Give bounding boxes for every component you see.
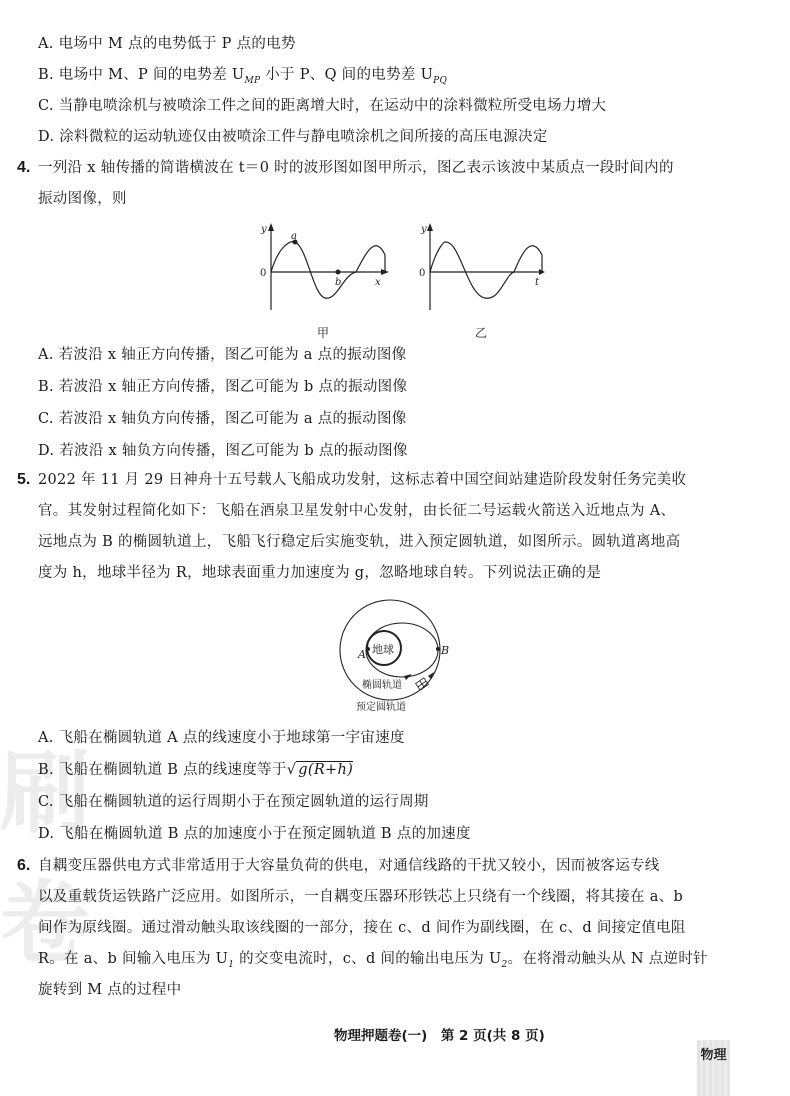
q4-option-b[interactable]: B. 若波沿 x 轴正方向传播，图乙可能为 b 点的振动图像 <box>38 379 408 395</box>
sub: PQ <box>433 75 448 86</box>
point-label: a <box>291 231 297 242</box>
axis-label: y <box>421 224 427 235</box>
question-number: 4. <box>17 159 31 176</box>
sub: MP <box>244 75 261 86</box>
formula: g(R+h) <box>298 762 354 778</box>
figure-caption: 甲 <box>317 326 330 340</box>
sqrt-icon: √ <box>286 762 297 778</box>
q6-stem <box>38 949 708 975</box>
q6-stem: 自耦变压器供电方式非常适用于大容量负荷的供电，对通信线路的干扰又较小，因而被客运专线 <box>38 858 660 874</box>
q5-stem: 官。其发射过程简化如下：飞船在酒泉卫星发射中心发射，由长征二号运载火箭送入近地点为 A、 <box>38 503 676 519</box>
ellipse-orbit-label: 椭圆轨道 <box>362 680 402 691</box>
text: 。在将滑动触头从 N 点逆时针 <box>507 951 708 967</box>
question-number: 5. <box>17 471 31 488</box>
q4-stem: 振动图像，则 <box>38 191 127 207</box>
subject-tab <box>697 1040 730 1096</box>
q3-option-b[interactable] <box>38 65 447 91</box>
q3-option-c[interactable]: C. 当静电喷涂机与被喷涂工件之间的距离增大时，在运动中的涂料微粒所受电场力增大 <box>38 98 607 114</box>
q5-stem: 远地点为 B 的椭圆轨道上，飞船飞行稳定后实施变轨，进入预定圆轨道，如图所示。圆轨道离地高 <box>38 534 681 550</box>
axis-label: t <box>535 277 540 288</box>
page-footer: 物理押题卷(一) 第 2 页(共 8 页) <box>334 1028 545 1044</box>
subject-tab-label: 物理 <box>700 1048 727 1063</box>
text: 小于 P、Q 间的电势差 U <box>260 67 434 83</box>
question-number: 6. <box>17 857 31 874</box>
q3-option-d[interactable]: D. 涂料微粒的运动轨迹仅由被喷涂工件与静电喷涂机之间所接的高压电源决定 <box>38 129 548 145</box>
axis-label: x <box>375 277 381 288</box>
figure-caption: 乙 <box>475 326 488 340</box>
text: B. 电场中 M、P 间的电势差 U <box>38 67 245 83</box>
earth-label: 地球 <box>372 643 394 656</box>
q4-stem: 一列沿 x 轴传播的简谐横波在 t＝0 时的波形图如图甲所示，图乙表示该波中某质点一段时间内的 <box>38 160 674 176</box>
q5-option-b[interactable] <box>38 760 353 780</box>
origin-label: 0 <box>260 268 267 279</box>
circular-orbit-label: 预定圆轨道 <box>356 702 406 713</box>
sub: 2 <box>501 959 508 970</box>
orbit-figure <box>330 598 480 716</box>
q6-stem: 间作为原线圈。通过滑动触头取该线圈的一部分，接在 c、d 间作为副线圈，在 c、d 间接定值电阻 <box>38 920 686 936</box>
q4-option-c[interactable]: C. 若波沿 x 轴负方向传播，图乙可能为 a 点的振动图像 <box>38 411 407 427</box>
q5-option-d[interactable]: D. 飞船在椭圆轨道 B 点的加速度小于在预定圆轨道 B 点的加速度 <box>38 826 471 842</box>
q5-stem: 度为 h，地球半径为 R，地球表面重力加速度为 g，忽略地球自转。下列说法正确的是 <box>38 565 602 581</box>
q3-option-a[interactable]: A. 电场中 M 点的电势低于 P 点的电势 <box>38 36 296 52</box>
q5-option-c[interactable]: C. 飞船在椭圆轨道的运行周期小于在预定圆轨道的运行周期 <box>38 794 429 810</box>
origin-label: 0 <box>419 268 426 279</box>
text: 的交变电流时，c、d 间的输出电压为 U <box>234 951 502 967</box>
point-label: B <box>441 644 450 657</box>
axis-label: y <box>261 224 267 235</box>
point-label: b <box>335 277 342 288</box>
point-label: A <box>358 648 366 661</box>
q4-option-a[interactable]: A. 若波沿 x 轴正方向传播，图乙可能为 a 点的振动图像 <box>38 347 407 363</box>
q5-stem: 2022 年 11 月 29 日神舟十五号载人飞船成功发射，这标志着中国空间站建造阶段发射任务完美收 <box>38 472 687 488</box>
q4-option-d[interactable]: D. 若波沿 x 轴负方向传播，图乙可能为 b 点的振动图像 <box>38 443 408 459</box>
wave-figure <box>255 215 545 345</box>
q6-stem: 以及重载货运铁路广泛应用。如图所示，一自耦变压器环形铁芯上只绕有一个线圈，将其接在 a、b <box>38 889 684 905</box>
q5-option-a[interactable]: A. 飞船在椭圆轨道 A 点的线速度小于地球第一宇宙速度 <box>38 730 405 746</box>
sub: 1 <box>228 959 235 970</box>
watermark: 刷卷 <box>0 741 90 976</box>
text: R。在 a、b 间输入电压为 U <box>38 951 229 967</box>
text: B. 飞船在椭圆轨道 B 点的线速度等于 <box>38 762 287 778</box>
q6-stem: 旋转到 M 点的过程中 <box>38 982 182 998</box>
